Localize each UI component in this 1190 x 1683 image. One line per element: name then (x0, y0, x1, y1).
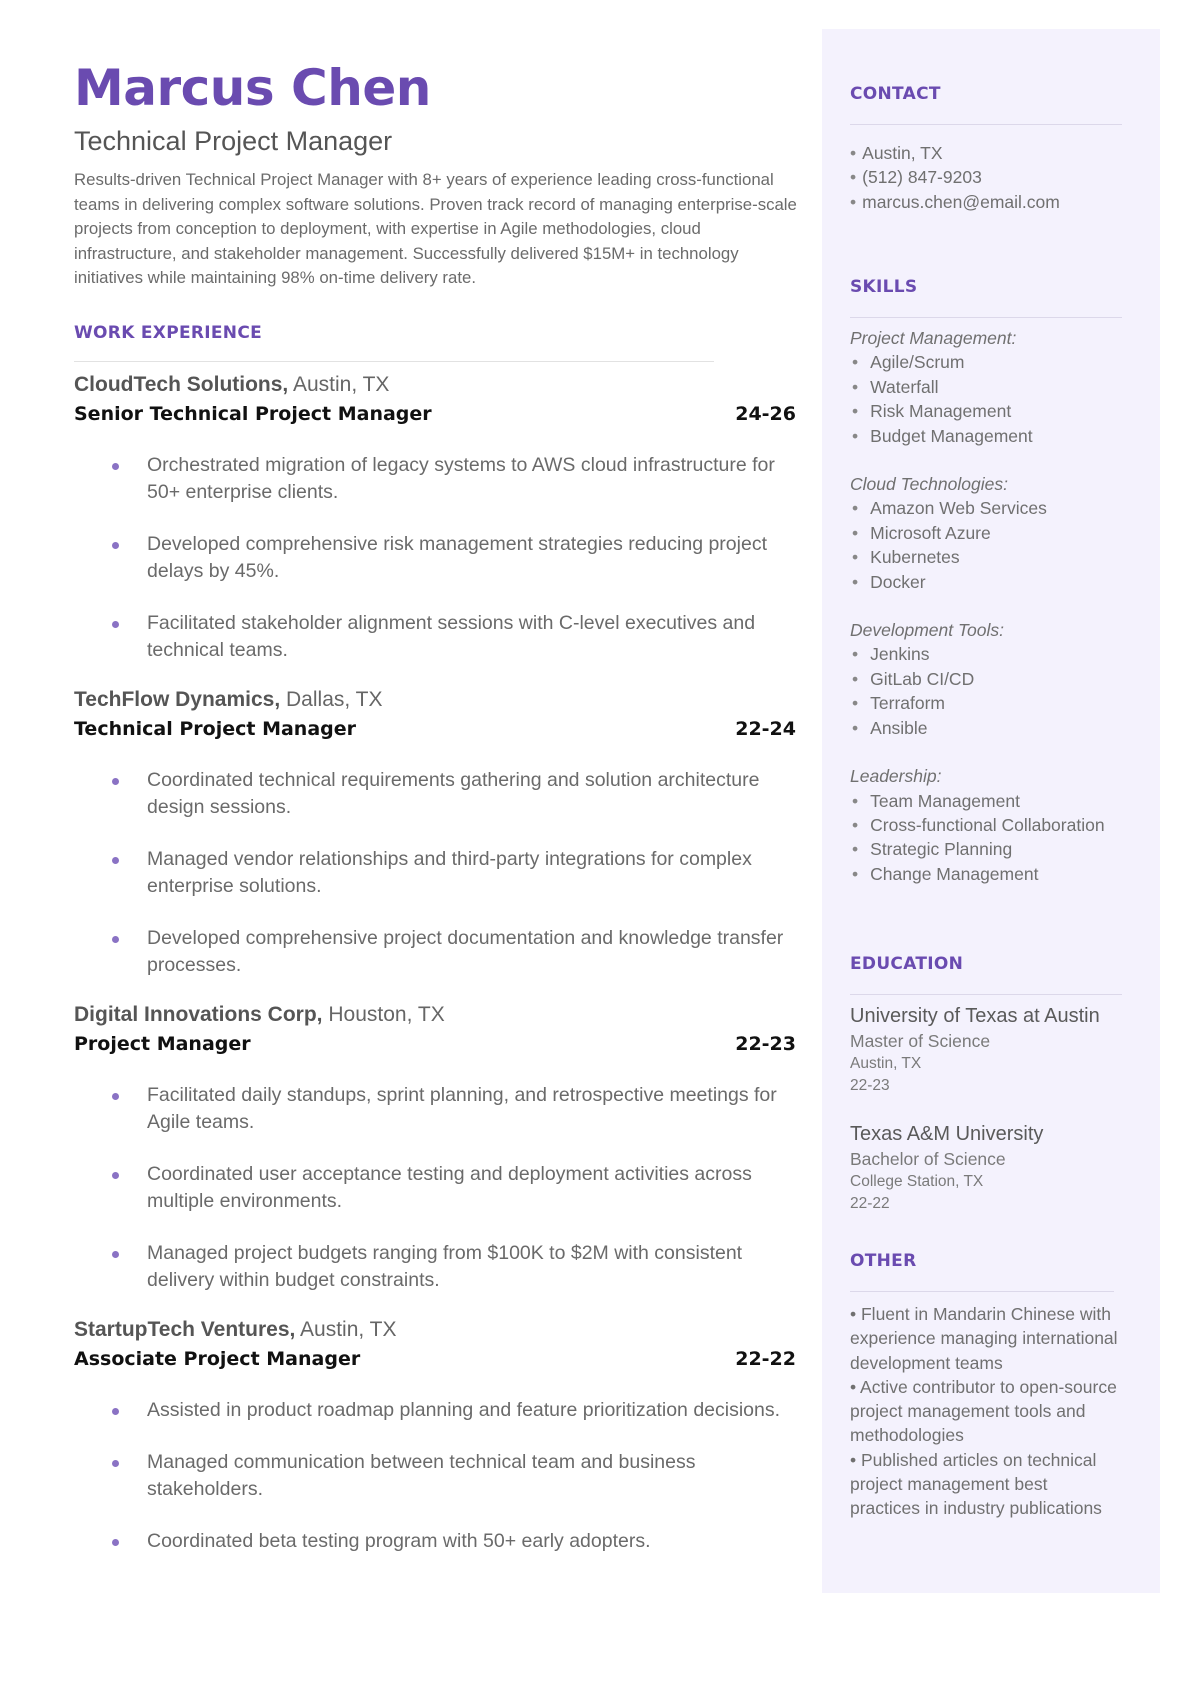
job-entry (74, 371, 796, 664)
job-role: Associate Project Manager (74, 1347, 361, 1370)
job-bullet: Developed comprehensive risk management strategies reducing project delays by 45%. (74, 531, 796, 585)
skill-item: • Terraform (852, 693, 946, 714)
contact-divider (850, 124, 1122, 125)
skill-item: • Budget Management (852, 425, 1033, 446)
job-dates: 22-24 (735, 717, 796, 740)
education-heading: EDUCATION (850, 954, 964, 974)
job-location: Dallas, TX (286, 687, 383, 711)
education-entry (850, 1003, 1122, 1097)
job-company-line (74, 686, 796, 714)
skill-item: • Amazon Web Services (852, 498, 1047, 519)
other-item: • Active contributor to open-source project management tools and methodologies (850, 1376, 1117, 1446)
skill-group (850, 472, 1122, 594)
job-role-row (74, 1344, 796, 1374)
skill-list (850, 642, 1122, 740)
job-company-line (74, 1316, 796, 1344)
job-bullet: Managed communication between technical team and business stakeholders. (74, 1449, 796, 1503)
job-company: Digital Innovations Corp, (74, 1002, 323, 1026)
other-list (850, 1302, 1122, 1521)
contact-phone: • (512) 847-9203 (850, 167, 982, 188)
job-dates: 22-23 (735, 1032, 796, 1055)
job-bullet: Coordinated user acceptance testing and deployment activities across multiple environments. (74, 1161, 796, 1215)
job-role: Project Manager (74, 1032, 251, 1055)
skill-list (850, 789, 1122, 887)
skill-item: • GitLab CI/CD (852, 668, 975, 689)
skill-category: Leadership: (850, 766, 942, 787)
job-entry (74, 686, 796, 979)
main-column (74, 58, 796, 1555)
skill-item: • Ansible (852, 717, 928, 738)
job-role: Senior Technical Project Manager (74, 402, 432, 425)
skill-group (850, 618, 1122, 740)
job-bullet: Managed project budgets ranging from $100K to $2M with consistent delivery within budget constraints. (74, 1240, 796, 1294)
skill-item: • Docker (852, 571, 926, 592)
other-heading: OTHER (850, 1251, 917, 1271)
skill-item: • Jenkins (852, 644, 930, 665)
contact-list (850, 141, 1122, 214)
job-company: StartupTech Ventures, (74, 1317, 296, 1341)
skill-group (850, 764, 1122, 886)
job-company-line (74, 371, 796, 399)
job-dates: 24-26 (735, 402, 796, 425)
skill-list (850, 350, 1122, 448)
skill-item: • Waterfall (852, 376, 939, 397)
skill-item: • Kubernetes (852, 547, 960, 568)
bullet-dot-icon (112, 621, 119, 628)
skill-group (850, 326, 1122, 448)
job-role: Technical Project Manager (74, 717, 357, 740)
skill-category: Cloud Technologies: (850, 474, 1008, 495)
education-degree: Master of Science (850, 1031, 991, 1051)
candidate-name: Marcus Chen (74, 59, 431, 117)
bullet-dot-icon (112, 1408, 119, 1415)
skills-heading: SKILLS (850, 277, 918, 297)
candidate-title: Technical Project Manager (74, 126, 393, 156)
education-degree: Bachelor of Science (850, 1149, 1006, 1169)
education-location: Austin, TX (850, 1055, 922, 1072)
job-company-line (74, 1001, 796, 1029)
contact-location: • Austin, TX (850, 143, 943, 163)
education-dates: 22-23 (850, 1077, 890, 1094)
job-bullet: Coordinated technical requirements gathering and solution architecture design sessions. (74, 767, 796, 821)
skills-divider (850, 317, 1122, 318)
work-experience-divider (74, 361, 714, 362)
bullet-dot-icon (112, 1539, 119, 1546)
job-bullet: Coordinated beta testing program with 50+ early adopters. (74, 1528, 796, 1555)
skill-category: Development Tools: (850, 620, 1005, 641)
job-dates: 22-22 (735, 1347, 796, 1370)
education-school: University of Texas at Austin (850, 1005, 1100, 1027)
other-item: • Fluent in Mandarin Chinese with experience managing international development teams (850, 1304, 1118, 1373)
skill-item: • Cross-functional Collaboration (852, 814, 1105, 835)
skill-list (850, 496, 1122, 594)
other-section (850, 1251, 1122, 1521)
skill-item: • Agile/Scrum (852, 352, 965, 373)
skill-item: • Team Management (852, 790, 1020, 811)
education-location: College Station, TX (850, 1173, 984, 1190)
job-bullets (74, 1397, 796, 1555)
skills-section (850, 277, 1122, 886)
education-school: Texas A&M University (850, 1123, 1044, 1145)
job-location: Austin, TX (292, 372, 390, 396)
job-bullet: Developed comprehensive project documentation and knowledge transfer processes. (74, 925, 796, 979)
bullet-dot-icon (112, 936, 119, 943)
other-item: • Published articles on technical project management best practices in industry publications (850, 1449, 1102, 1519)
job-bullet: Facilitated stakeholder alignment sessions with C-level executives and technical teams. (74, 610, 796, 664)
work-experience-heading: WORK EXPERIENCE (74, 322, 263, 343)
education-section (850, 954, 1122, 1215)
contact-section (850, 84, 1122, 214)
job-role-row (74, 714, 796, 744)
job-location: Austin, TX (300, 1317, 397, 1341)
bullet-dot-icon (112, 1093, 119, 1100)
job-bullet: Assisted in product roadmap planning and feature prioritization decisions. (74, 1397, 796, 1424)
job-role-row (74, 399, 796, 429)
bullet-dot-icon (112, 542, 119, 549)
skill-item: • Change Management (852, 863, 1039, 884)
education-dates: 22-22 (850, 1195, 890, 1212)
job-entry (74, 1001, 796, 1294)
job-company: CloudTech Solutions, (74, 372, 289, 396)
job-bullets (74, 767, 796, 979)
job-company: TechFlow Dynamics, (74, 687, 281, 711)
other-divider (850, 1291, 1114, 1292)
skill-category: Project Management: (850, 328, 1017, 348)
job-bullet: Orchestrated migration of legacy systems to AWS cloud infrastructure for 50+ enterprise clients. (74, 452, 796, 506)
job-bullet: Managed vendor relationships and third-party integrations for complex enterprise solutions. (74, 846, 796, 900)
education-divider (850, 994, 1122, 995)
job-location: Houston, TX (328, 1002, 445, 1026)
job-bullets (74, 452, 796, 664)
education-entry (850, 1121, 1122, 1215)
job-entry (74, 1316, 796, 1555)
bullet-dot-icon (112, 463, 119, 470)
bullet-dot-icon (112, 778, 119, 785)
bullet-dot-icon (112, 1251, 119, 1258)
bullet-dot-icon (112, 1460, 119, 1467)
job-bullets (74, 1082, 796, 1294)
bullet-dot-icon (112, 1172, 119, 1179)
professional-summary: Results-driven Technical Project Manager with 8+ years of experience leading cross-functional teams in delivering complex software solutions. Proven track record of managing enterprise-scale projects from conception to deployment, with expertise in Agile methodologies, cloud infrastructure, and stakeholder management. Successfully delivered $15M+ in technology initiatives while maintaining 98% on-time delivery rate. (74, 170, 797, 287)
job-bullet: Facilitated daily standups, sprint planning, and retrospective meetings for Agile teams. (74, 1082, 796, 1136)
job-role-row (74, 1029, 796, 1059)
skill-item: • Microsoft Azure (852, 522, 991, 543)
skill-item: • Risk Management (852, 401, 1012, 422)
bullet-dot-icon (112, 857, 119, 864)
skill-item: • Strategic Planning (852, 839, 1013, 860)
sidebar (822, 29, 1160, 1593)
contact-email: • marcus.chen@email.com (850, 191, 1060, 212)
contact-heading: CONTACT (850, 84, 941, 104)
